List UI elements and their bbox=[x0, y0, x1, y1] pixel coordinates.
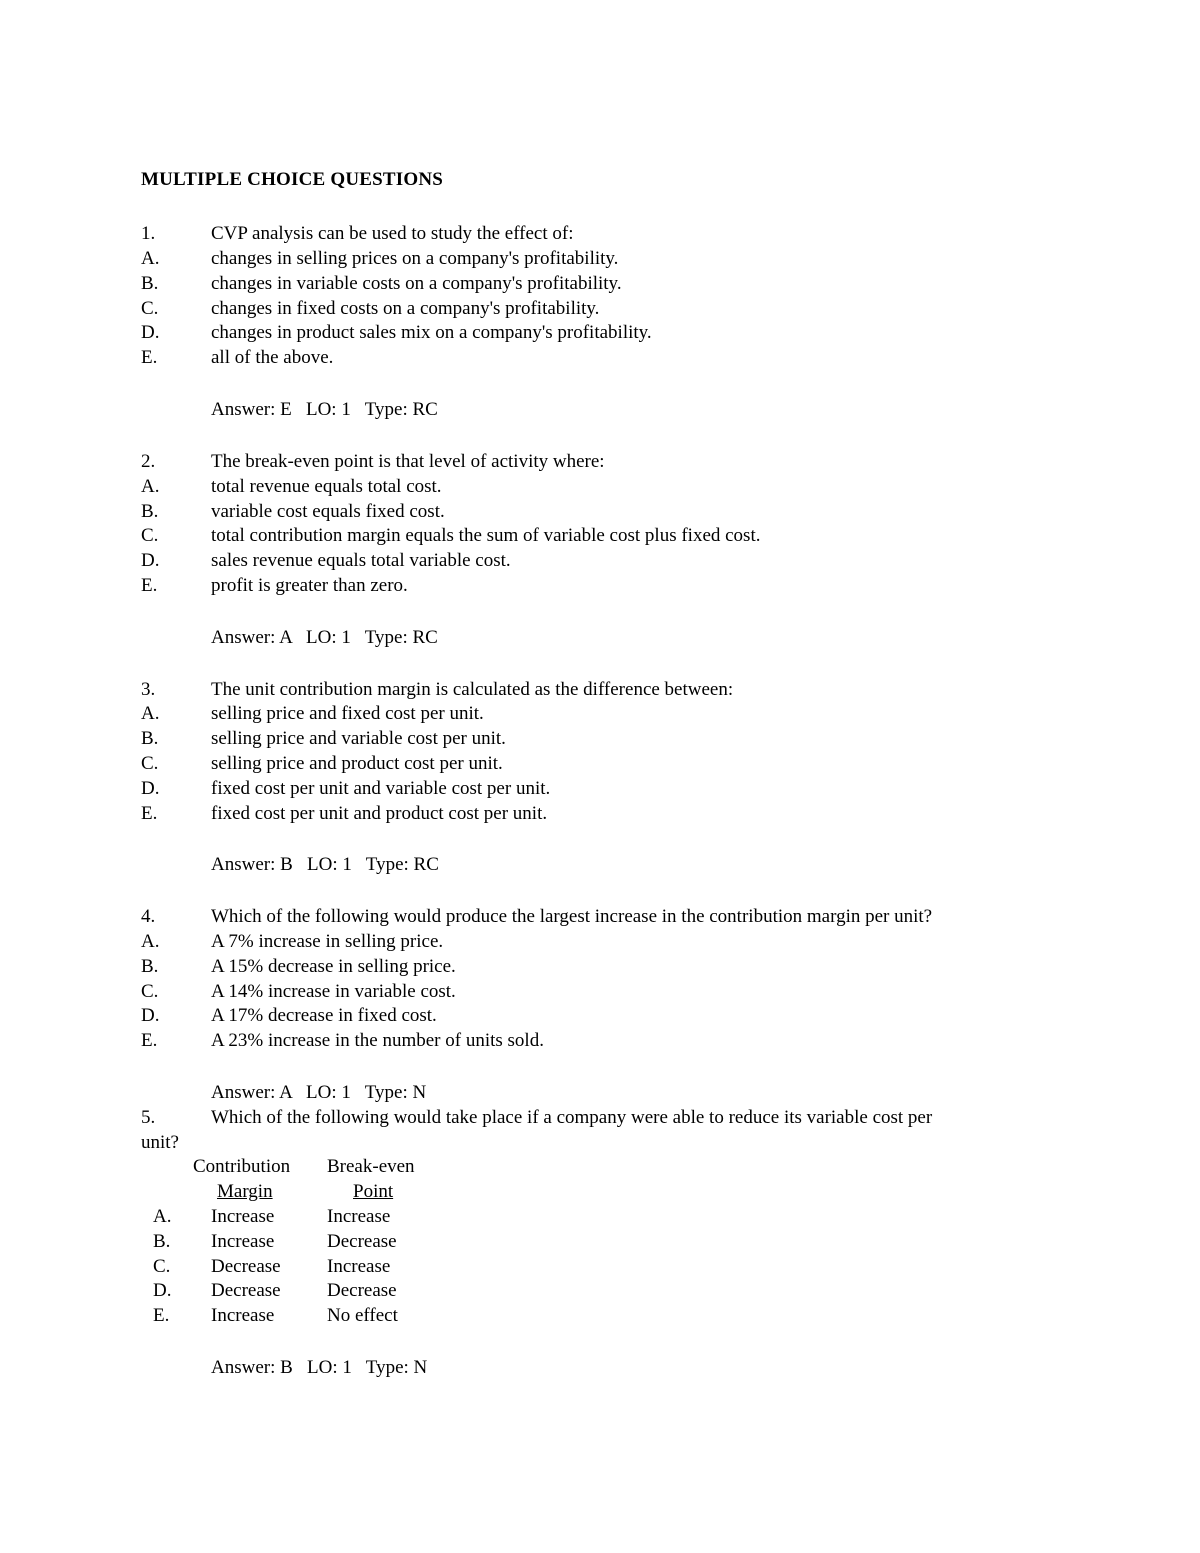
question-number: 5. bbox=[141, 1107, 156, 1128]
option-label: A. bbox=[141, 703, 160, 724]
answer-key: Answer: B LO: 1 Type: N bbox=[211, 1357, 428, 1378]
option-text: sales revenue equals total variable cost. bbox=[211, 550, 511, 571]
option-text: changes in product sales mix on a company's profitability. bbox=[211, 322, 652, 343]
question-stem: Which of the following would produce the largest increase in the contribution margin per unit? bbox=[211, 906, 933, 927]
option-text: fixed cost per unit and variable cost per unit. bbox=[211, 778, 551, 799]
option-text: selling price and variable cost per unit. bbox=[211, 728, 506, 749]
option-label: A. bbox=[141, 476, 160, 497]
option-label: D. bbox=[141, 322, 160, 343]
option-text: A 7% increase in selling price. bbox=[211, 931, 444, 952]
option-label: E. bbox=[141, 575, 158, 596]
column-header-margin: Margin bbox=[217, 1181, 273, 1202]
question-number: 1. bbox=[141, 223, 156, 244]
option-label: C. bbox=[141, 981, 159, 1002]
option-label: B. bbox=[141, 273, 159, 294]
option-text: A 17% decrease in fixed cost. bbox=[211, 1005, 437, 1026]
option-label: C. bbox=[141, 753, 159, 774]
point-cell: Decrease bbox=[327, 1231, 397, 1252]
point-cell: No effect bbox=[327, 1305, 398, 1326]
margin-cell: Decrease bbox=[211, 1280, 281, 1301]
answer-key: Answer: B LO: 1 Type: RC bbox=[211, 854, 439, 875]
point-cell: Decrease bbox=[327, 1280, 397, 1301]
answer-key: Answer: E LO: 1 Type: RC bbox=[211, 399, 438, 420]
page-heading: MULTIPLE CHOICE QUESTIONS bbox=[141, 169, 444, 190]
option-label: D. bbox=[141, 1005, 160, 1026]
option-text: fixed cost per unit and product cost per unit. bbox=[211, 803, 548, 824]
option-label: E. bbox=[141, 1030, 158, 1051]
option-text: total contribution margin equals the sum of variable cost plus fixed cost. bbox=[211, 525, 761, 546]
option-label: C. bbox=[141, 525, 159, 546]
option-label: C. bbox=[141, 298, 159, 319]
answer-key: Answer: A LO: 1 Type: RC bbox=[211, 627, 438, 648]
column-header-point: Point bbox=[353, 1181, 394, 1202]
question-number: 3. bbox=[141, 679, 156, 700]
option-text: selling price and fixed cost per unit. bbox=[211, 703, 484, 724]
point-cell: Increase bbox=[327, 1206, 391, 1227]
option-text: A 23% increase in the number of units sold. bbox=[211, 1030, 544, 1051]
question-number: 2. bbox=[141, 451, 156, 472]
question-stem: The break-even point is that level of activity where: bbox=[211, 451, 605, 472]
option-label: C. bbox=[153, 1256, 171, 1277]
column-header-point-top: Break-even bbox=[327, 1156, 415, 1177]
point-cell: Increase bbox=[327, 1256, 391, 1277]
answer-key: Answer: A LO: 1 Type: N bbox=[211, 1082, 427, 1103]
option-label: A. bbox=[153, 1206, 172, 1227]
option-text: all of the above. bbox=[211, 347, 334, 368]
option-text: profit is greater than zero. bbox=[211, 575, 408, 596]
option-text: total revenue equals total cost. bbox=[211, 476, 442, 497]
question-number: 4. bbox=[141, 906, 156, 927]
option-label: D. bbox=[141, 550, 160, 571]
option-label: E. bbox=[141, 347, 158, 368]
margin-cell: Increase bbox=[211, 1305, 275, 1326]
question-stem: The unit contribution margin is calculated as the difference between: bbox=[211, 679, 734, 700]
option-text: A 15% decrease in selling price. bbox=[211, 956, 456, 977]
option-text: selling price and product cost per unit. bbox=[211, 753, 503, 774]
option-label: D. bbox=[153, 1280, 172, 1301]
margin-cell: Increase bbox=[211, 1231, 275, 1252]
margin-cell: Increase bbox=[211, 1206, 275, 1227]
option-label: B. bbox=[141, 956, 159, 977]
question-stem: Which of the following would take place if a company were able to reduce its variable cost per bbox=[211, 1107, 933, 1128]
option-label: D. bbox=[141, 778, 160, 799]
option-label: A. bbox=[141, 248, 160, 269]
option-text: changes in fixed costs on a company's profitability. bbox=[211, 298, 600, 319]
option-label: B. bbox=[141, 728, 159, 749]
option-text: variable cost equals fixed cost. bbox=[211, 501, 445, 522]
option-text: changes in selling prices on a company's profitability. bbox=[211, 248, 619, 269]
option-text: changes in variable costs on a company's profitability. bbox=[211, 273, 622, 294]
option-label: B. bbox=[153, 1231, 171, 1252]
column-header-margin-top: Contribution bbox=[193, 1156, 291, 1177]
option-label: E. bbox=[141, 803, 158, 824]
margin-cell: Decrease bbox=[211, 1256, 281, 1277]
option-label: A. bbox=[141, 931, 160, 952]
option-text: A 14% increase in variable cost. bbox=[211, 981, 456, 1002]
option-label: E. bbox=[153, 1305, 170, 1326]
option-label: B. bbox=[141, 501, 159, 522]
question-stem: CVP analysis can be used to study the effect of: bbox=[211, 223, 574, 244]
question-stem-continuation: unit? bbox=[141, 1132, 179, 1153]
